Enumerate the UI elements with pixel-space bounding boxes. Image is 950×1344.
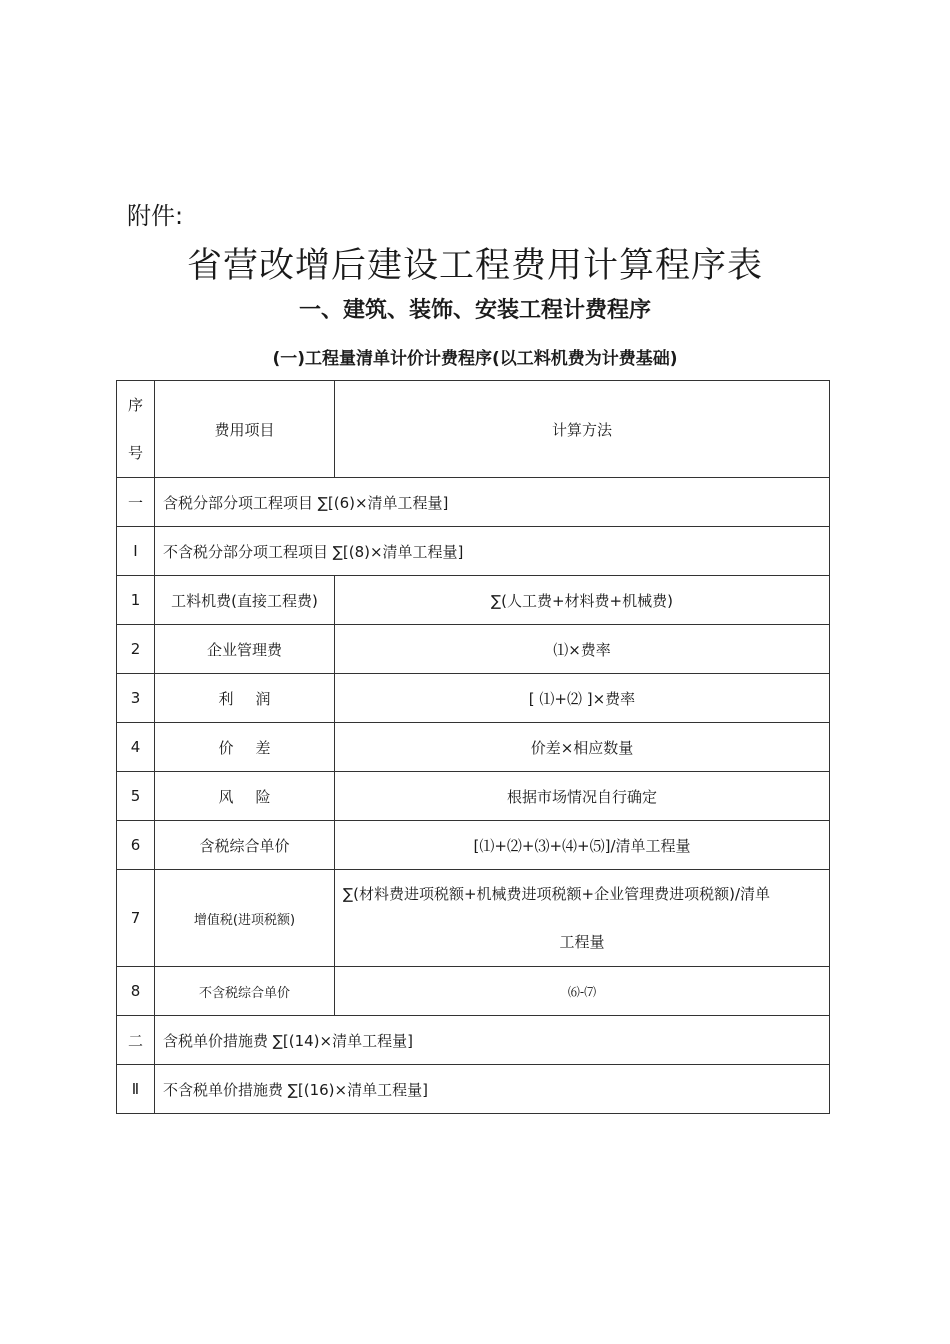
row-method-line1: ∑(材料费进项税额+机械费进项税额+企业管理费进项税额)/清单	[343, 885, 771, 903]
header-no	[117, 381, 155, 478]
row-method: ⑹-⑺	[335, 967, 830, 1016]
section-title: 一、建筑、装饰、安装工程计费程序	[298, 298, 651, 323]
table-row	[117, 967, 830, 1016]
row-span: 不含税单价措施费 ∑[(16)×清单工程量]	[155, 1065, 830, 1114]
row-no: Ⅰ	[117, 527, 155, 576]
row-no: 5	[117, 772, 155, 821]
row-method: ∑(人工费+材料费+机械费)	[335, 576, 830, 625]
table-row	[117, 772, 830, 821]
header-method: 计算方法	[335, 381, 830, 478]
row-no: Ⅱ	[117, 1065, 155, 1114]
row-method-line2: 工程量	[559, 933, 605, 951]
row-span: 含税分部分项工程项目 ∑[(6)×清单工程量]	[155, 478, 830, 527]
page-title: 省营改增后建设工程费用计算程序表	[186, 246, 763, 286]
header-item: 费用项目	[155, 381, 335, 478]
row-no: 6	[117, 821, 155, 870]
row-method: ⑴×费率	[335, 625, 830, 674]
row-no: 3	[117, 674, 155, 723]
row-item: 不含税综合单价	[155, 967, 335, 1016]
row-method: 根据市场情况自行确定	[335, 772, 830, 821]
row-no: 7	[117, 870, 155, 967]
row-no: 二	[117, 1016, 155, 1065]
table-row	[117, 1065, 830, 1114]
row-item: 企业管理费	[155, 625, 335, 674]
attachment-label: 附件:	[127, 202, 184, 230]
row-method: [⑴+⑵+⑶+⑷+⑸]/清单工程量	[335, 821, 830, 870]
row-no: 一	[117, 478, 155, 527]
table-row	[117, 1016, 830, 1065]
row-no: 8	[117, 967, 155, 1016]
row-method	[335, 870, 830, 967]
row-item: 增值税(进项税额)	[155, 870, 335, 967]
row-item: 工料机费(直接工程费)	[155, 576, 335, 625]
fee-calculation-table	[116, 380, 830, 1114]
row-item: 含税综合单价	[155, 821, 335, 870]
table-row	[117, 625, 830, 674]
table-row	[117, 870, 830, 967]
header-no-line1: 序	[127, 396, 143, 414]
table-row	[117, 723, 830, 772]
table-row	[117, 478, 830, 527]
row-item-cell	[155, 674, 335, 723]
row-no: 2	[117, 625, 155, 674]
table-row	[117, 527, 830, 576]
row-span: 不含税分部分项工程项目 ∑[(8)×清单工程量]	[155, 527, 830, 576]
table-row	[117, 821, 830, 870]
row-method: [ ⑴+⑵ ]×费率	[335, 674, 830, 723]
row-method: 价差×相应数量	[335, 723, 830, 772]
row-span: 含税单价措施费 ∑[(14)×清单工程量]	[155, 1016, 830, 1065]
table-header-row	[117, 381, 830, 478]
row-item-cell	[155, 723, 335, 772]
header-no-line2: 号	[127, 444, 143, 462]
subsection-title: (一)工程量清单计价计费程序(以工料机费为计费基础)	[272, 349, 678, 369]
row-item-cell	[155, 772, 335, 821]
row-no: 1	[117, 576, 155, 625]
row-no: 4	[117, 723, 155, 772]
row-item: 利润	[218, 689, 293, 708]
table-row	[117, 576, 830, 625]
row-item: 风险	[218, 787, 293, 806]
row-item: 价差	[218, 738, 293, 757]
table-row	[117, 674, 830, 723]
